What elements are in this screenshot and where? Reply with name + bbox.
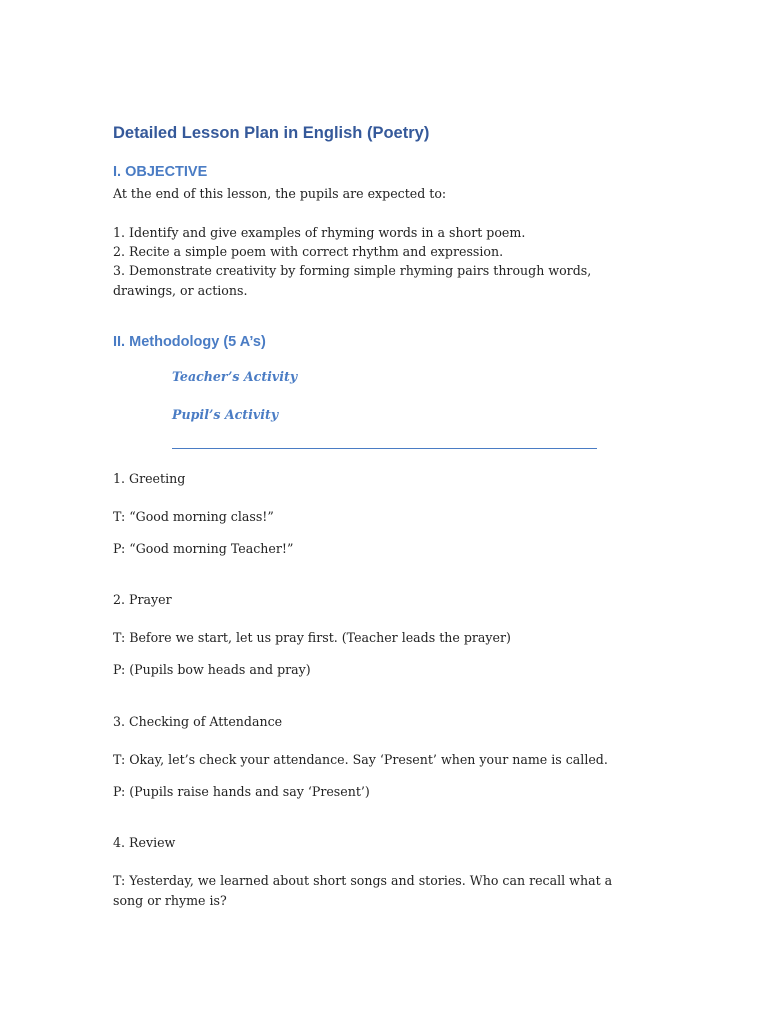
step-4-teacher: T: Yesterday, we learned about short songs and stories. Who can recall what a song or rhyme is? (113, 873, 613, 908)
objective-heading: I. OBJECTIVE (113, 164, 208, 180)
objective-item-3: 3. Demonstrate creativity by forming simple rhyming pairs through words, drawings, or actions. (113, 263, 592, 298)
objective-item-2: 2. Recite a simple poem with correct rhythm and expression. (113, 244, 504, 259)
step-3-teacher: T: Okay, let’s check your attendance. Say ‘Present’ when your name is called. (113, 752, 608, 767)
teacher-activity-label: Teacher’s Activity (172, 369, 298, 384)
methodology-heading: II. Methodology (5 A’s) (113, 334, 266, 350)
step-1-pupil: P: “Good morning Teacher!” (113, 541, 294, 556)
step-4-label: 4. Review (113, 835, 176, 850)
step-2-teacher: T: Before we start, let us pray first. (Teacher leads the prayer) (113, 630, 511, 645)
step-3-pupil: P: (Pupils raise hands and say ‘Present’) (113, 784, 370, 799)
document-title: Detailed Lesson Plan in English (Poetry) (113, 124, 430, 142)
step-2-label: 2. Prayer (113, 592, 172, 607)
step-1-label: 1. Greeting (113, 471, 186, 486)
objective-item-1: 1. Identify and give examples of rhyming words in a short poem. (113, 225, 526, 240)
step-3-label: 3. Checking of Attendance (113, 714, 283, 729)
objective-intro: At the end of this lesson, the pupils are expected to: (113, 186, 447, 201)
step-2-pupil: P: (Pupils bow heads and pray) (113, 662, 311, 677)
step-1-teacher: T: “Good morning class!” (113, 509, 274, 524)
pupil-activity-label: Pupil’s Activity (172, 407, 279, 422)
activity-divider (172, 448, 597, 449)
